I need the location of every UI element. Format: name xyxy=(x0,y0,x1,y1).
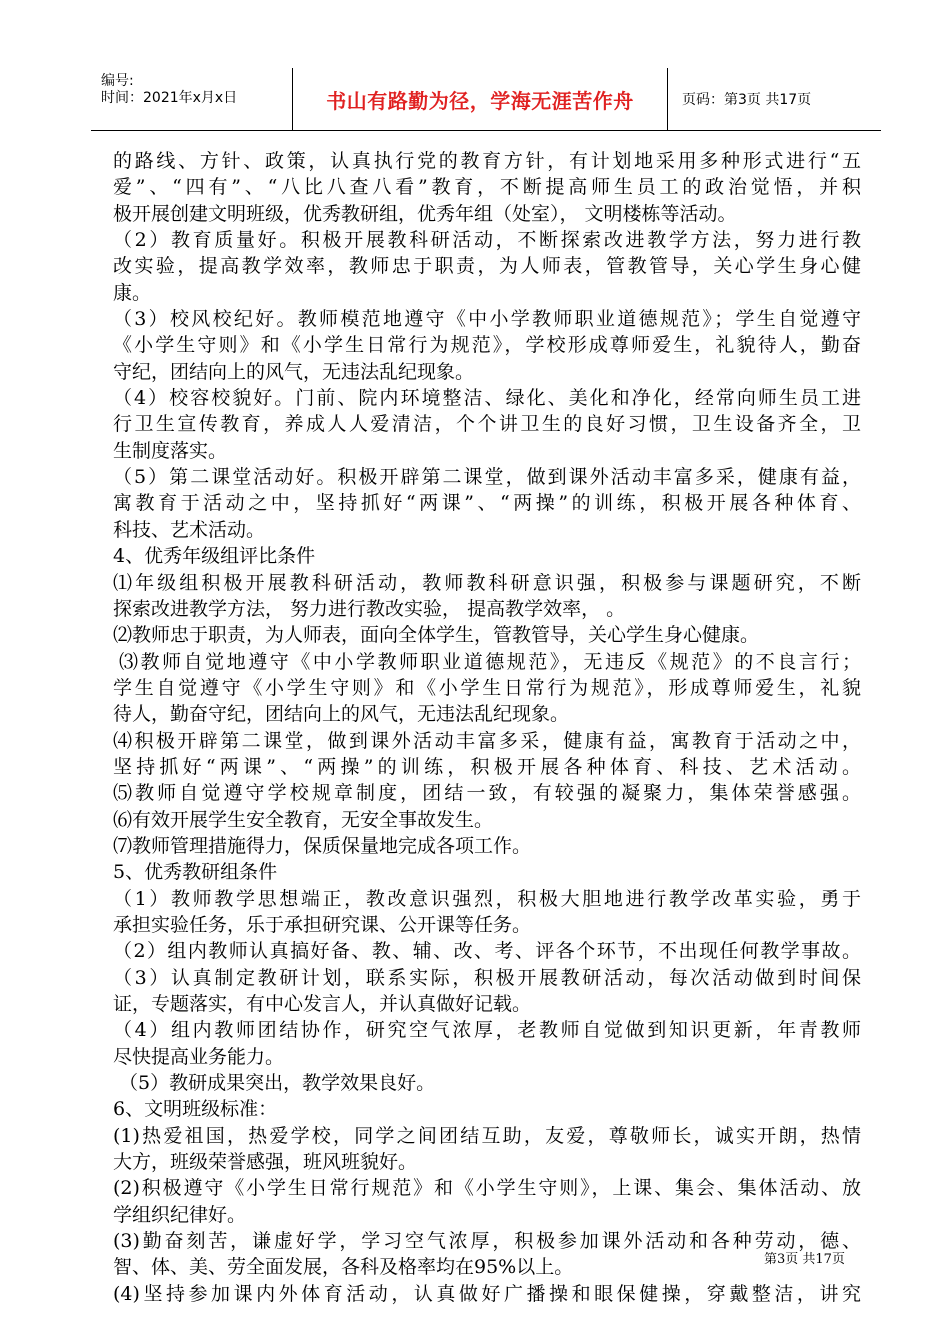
text-line: 证，专题落实，有中心发言人，并认真做好记载。 xyxy=(113,993,532,1015)
text-line: ⑴年级组积极开展教科研活动，教师教科研意识强，积极参与课题研究，不断 xyxy=(113,571,861,594)
text-line: 极开展创建文明班级，优秀教研组，优秀年组（处室）， 文明楼栋等活动。 xyxy=(113,202,737,225)
text-line: 尽快提高业务能力。 xyxy=(113,1045,285,1068)
document-body xyxy=(113,148,861,1307)
text-line: 承担实验任务，乐于承担研究课、公开课等任务。 xyxy=(113,913,532,936)
text-line: 探索改进教学方法， 努力进行教改实验， 提高教学效率， 。 xyxy=(113,597,626,620)
text-line: 待人，勤奋守纪，团结向上的风气，无违法乱纪现象。 xyxy=(113,703,570,726)
text-line: （5）教研成果突出，教学效果良好。 xyxy=(119,1072,436,1095)
text-line: ⑸教师自觉遵守学校规章制度，团结一致，有较强的凝聚力，集体荣誉感强。 xyxy=(113,782,861,805)
text-line: 6、文明班级标准： xyxy=(113,1098,278,1121)
text-line: 学组织纪律好。 xyxy=(113,1203,247,1226)
text-line: 智、体、美、劳全面发展，各科及格率均在95%以上。 xyxy=(113,1256,574,1279)
text-line: ⑹有效开展学生安全教育，无安全事故发生。 xyxy=(113,808,494,831)
page-footer: 第3页 共17页 xyxy=(764,1252,845,1267)
text-line: ⑺教师管理措施得力，保质保量地完成各项工作。 xyxy=(113,834,532,857)
text-line: 康。 xyxy=(113,281,152,304)
header-motto: 书山有路勤为径，学海无涯苦作舟 xyxy=(293,68,668,130)
text-line: ⑷积极开辟第二课堂，做到课外活动丰富多采，健康有益，寓教育于活动之中， xyxy=(113,729,861,752)
text-line: （2）教育质量好。积极开展教科研活动，不断探索改进教学方法，努力进行教 xyxy=(113,229,861,252)
text-line: 守纪，团结向上的风气，无违法乱纪现象。 xyxy=(113,360,475,383)
header-page-label: 页码：第3页 共17页 xyxy=(682,92,812,108)
text-line: 的路线、方针、政策，认真执行党的教育方针，有计划地采用多种形式进行“五 xyxy=(113,150,861,172)
header-meta xyxy=(91,68,293,130)
text-line: （3）认真制定教研计划，联系实际，积极开展教研活动，每次活动做到时间保 xyxy=(113,966,861,989)
text-line: （1）教师教学思想端正，教改意识强烈，积极大胆地进行教学改革实验，勇于 xyxy=(113,887,861,910)
text-line: 行卫生宣传教育，养成人人爱清洁，个个讲卫生的良好习惯，卫生设备齐全，卫 xyxy=(113,413,861,436)
text-line: 坚持抓好“两课”、“两操”的训练，积极开展各种体育、科技、艺术活动。 xyxy=(113,755,861,778)
text-line: (1)热爱祖国，热爱学校，同学之间团结互助，友爱，尊敬师长，诚实开朗，热情 xyxy=(113,1124,861,1147)
text-line: 爱”、“四有”、“八比八查八看”教育，不断提高师生员工的政治觉悟，并积 xyxy=(113,176,861,199)
text-line: ⑵教师忠于职责，为人师表，面向全体学生，管教管导，关心学生身心健康。 xyxy=(113,624,760,647)
text-line: 4、优秀年级组评比条件 xyxy=(113,545,316,568)
text-line: 《小学生守则》和《小学生日常行为规范》，学校形成尊师爱生，礼貌待人，勤奋 xyxy=(113,334,861,357)
text-line: 5、优秀教研组条件 xyxy=(113,861,278,884)
text-line: 改实验，提高教学效率，教师忠于职责，为人师表，管教管导，关心学生身心健 xyxy=(113,255,861,278)
text-line: 生制度落实。 xyxy=(113,439,228,462)
text-line: 寓教育于活动之中，坚持抓好“两课”、“两操”的训练，积极开展各种体育、 xyxy=(113,492,861,515)
text-line: （4）校容校貌好。门前、院内环境整洁、绿化、美化和净化，经常向师生员工进 xyxy=(113,387,861,410)
text-line: (3)勤奋刻苦，谦虚好学，学习空气浓厚，积极参加课外活动和各种劳动，德、 xyxy=(113,1230,861,1253)
text-line: （5）第二课堂活动好。积极开辟第二课堂，做到课外活动丰富多采，健康有益， xyxy=(113,466,861,489)
text-line: （3）校风校纪好。教师模范地遵守《中小学教师职业道德规范》；学生自觉遵守 xyxy=(113,308,861,331)
text-line: （2）组内教师认真搞好备、教、辅、改、考、评各个环节，不出现任何教学事故。 xyxy=(113,940,861,963)
serial-label: 编号: xyxy=(101,73,134,89)
page-header xyxy=(91,68,881,131)
text-line: ⑶教师自觉地遵守《中小学教师职业道德规范》，无违反《规范》的不良言行； xyxy=(119,650,861,673)
text-line: 大方，班级荣誉感强，班风班貌好。 xyxy=(113,1151,418,1174)
text-line: (4)坚持参加课内外体育活动，认真做好广播操和眼保健操，穿戴整洁，讲究 xyxy=(113,1282,861,1305)
text-line: (2)积极遵守《小学生日常行规范》和《小学生守则》，上课、集会、集体活动、放 xyxy=(113,1177,861,1200)
text-line: （4）组内教师团结协作，研究空气浓厚，老教师自觉做到知识更新，年青教师 xyxy=(113,1019,861,1042)
time-label: 时间：2021年x月x日 xyxy=(101,90,238,106)
text-line: 学生自觉遵守《小学生守则》和《小学生日常行为规范》，形成尊师爱生，礼貌 xyxy=(113,676,861,699)
text-line: 科技、艺术活动。 xyxy=(113,518,266,541)
